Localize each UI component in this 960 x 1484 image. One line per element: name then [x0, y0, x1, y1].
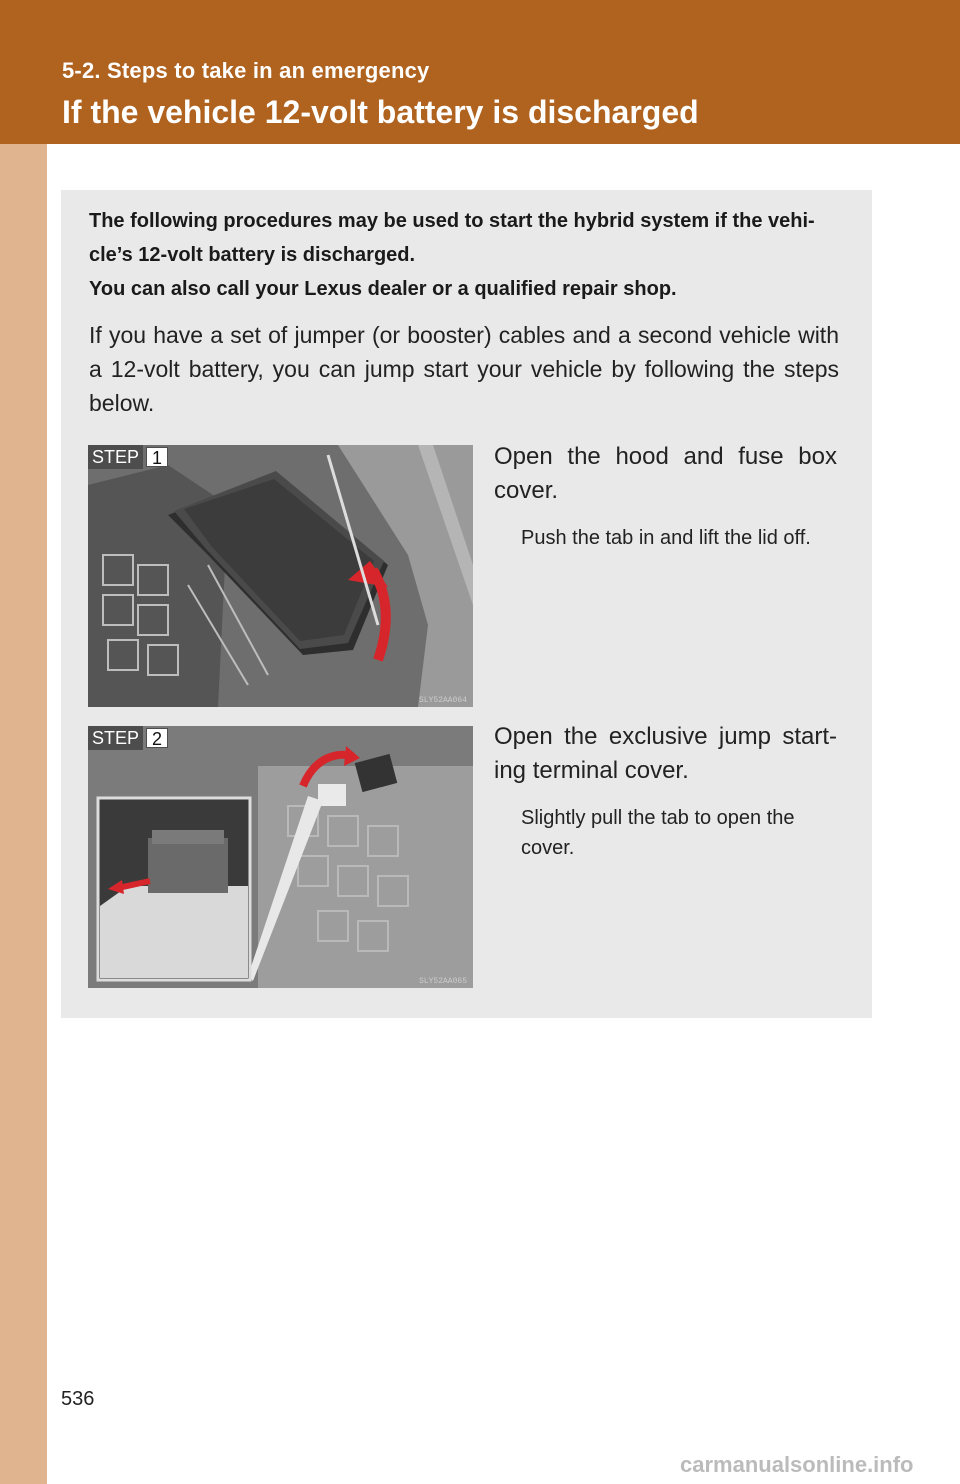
page-header: [0, 0, 960, 144]
image-code: SLY52AA064: [418, 696, 467, 705]
step-number: 2: [146, 728, 168, 748]
step-label: STEP: [88, 726, 143, 750]
watermark: carmanualsonline.info: [680, 1452, 914, 1477]
step-1-note: Push the tab in and lift the lid off.: [521, 527, 811, 549]
intro-paragraph: If you have a set of jumper (or booster) cables and a second vehicle with a 12-volt battery, you can jump start your vehicle by following the steps below.: [89, 322, 839, 416]
step-1-illustration: [88, 445, 473, 707]
content-panel: [61, 190, 872, 1018]
page-number: 536: [61, 1388, 95, 1410]
step-2-title: Open the exclusive jump start-ing terminal cover.: [494, 723, 837, 784]
step-2-badge: [88, 726, 170, 750]
side-tab-strip: [0, 144, 47, 1484]
jump-terminal-cover-illustration: [88, 726, 473, 988]
section-label: 5-2. Steps to take in an emergency: [62, 58, 430, 83]
step-number: 1: [146, 447, 168, 467]
step-2-illustration: [88, 726, 473, 988]
image-code: SLY52AA065: [418, 977, 467, 986]
intro-note-line: The following procedures may be used to start the hybrid system if the vehi-cle’s 12-volt battery is discharged.: [89, 210, 815, 266]
intro-note-line: You can also call your Lexus dealer or a qualified repair shop.: [89, 278, 677, 300]
step-2-note: Slightly pull the tab to open the cover.: [521, 807, 795, 859]
intro-note: [89, 204, 841, 306]
step-1-title: Open the hood and fuse box cover.: [494, 443, 837, 504]
page-title: If the vehicle 12-volt battery is discharged: [62, 94, 699, 130]
step-1-badge: [88, 445, 170, 469]
fuse-box-cover-illustration: [88, 445, 473, 707]
step-label: STEP: [88, 445, 143, 469]
